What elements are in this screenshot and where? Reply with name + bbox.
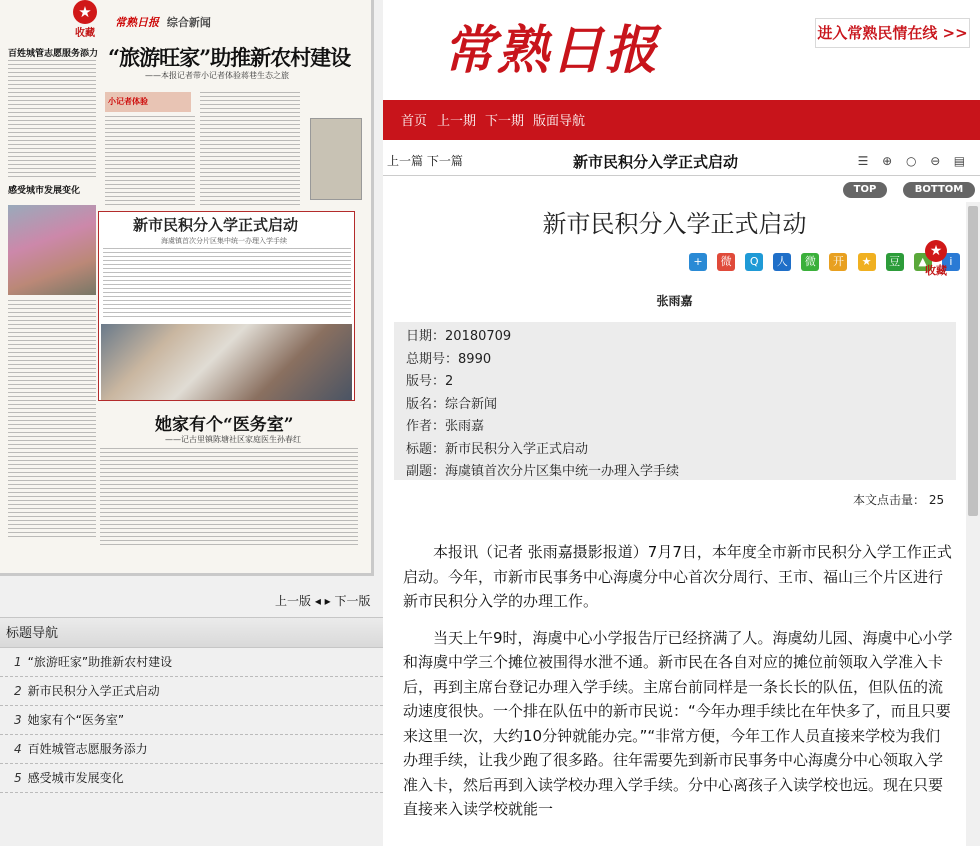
right-panel	[383, 0, 980, 846]
article-title: 新市民积分入学正式启动	[542, 210, 807, 238]
site-header	[383, 0, 980, 100]
article-scrollbar[interactable]	[966, 202, 980, 846]
weibo-icon[interactable]: 微	[717, 253, 735, 271]
next-page-link[interactable]: 下一版	[334, 594, 371, 608]
star-share-icon[interactable]: ★	[858, 253, 876, 271]
menu-home[interactable]: 首页	[401, 114, 428, 129]
site-logo[interactable]: 常熟日报	[443, 20, 660, 81]
preview-text-block	[100, 448, 358, 548]
preview-highlight-article[interactable]: 新市民积分入学正式启动 海虞镇首次分片区集中统一办理入学手续	[98, 211, 355, 401]
titlebar-title: 新市民积分入学正式启动	[573, 153, 739, 171]
pin-icon[interactable]: ▲	[914, 253, 932, 271]
meta-row: 总期号：8990	[406, 351, 492, 367]
preview-text-block	[200, 92, 300, 208]
kaixin-icon[interactable]: 开	[829, 253, 847, 271]
zoom-reset-icon[interactable]: ○	[905, 154, 917, 168]
favorite-button[interactable]: ★ 收藏	[923, 240, 949, 278]
meta-row: 版号：2	[406, 374, 454, 389]
share-plus-icon[interactable]: +	[689, 253, 707, 271]
article-tools	[855, 150, 970, 169]
print-icon[interactable]: ▤	[953, 154, 966, 168]
toc-item[interactable]: 3 她家有个“医务室”	[0, 706, 383, 735]
douban-icon[interactable]: 豆	[886, 253, 904, 271]
preview-headline-1[interactable]: “旅游旺家”助推新农村建设	[108, 45, 351, 70]
star-icon: ★	[925, 240, 947, 262]
toc-item[interactable]: 4 百姓城管志愿服务添力	[0, 735, 383, 764]
preview-text-block	[8, 300, 96, 540]
meta-row: 版名：综合新闻	[406, 396, 498, 412]
page-navigation	[275, 592, 371, 609]
meta-row: 作者：张雨嘉	[406, 419, 485, 434]
meta-row: 标题：新市民积分入学正式启动	[406, 441, 589, 457]
article-paragraph: 当天上午9时，海虞中心小学报告厅已经挤满了人。海虞幼儿园、海虞中心小学和海虞中学三个摊位被围得水泄不通。新市民在各自对应的摊位前领取入学准入卡后，再到主席台登记办理入学手续。主席台前同样是一条长长的队伍，但队伍的流动速度很快。一个排在队伍中的新市民说：“今年办理手续比在年快多了，而且只要来这里一次，大约10分钟就能办完。”“非常方便，今年工作人员直接来学校为我们办理手续，让我少跑了很多路。往年需要先到新市民事务中心海虞分中心领取入学准入卡，然后再到入读学校办理入学手续。分中心离孩子入读学校也远。现在只要直接来入读学校就能一	[403, 628, 953, 818]
toc-item[interactable]: 1 “旅游旺家”助推新农村建设	[0, 648, 383, 677]
qzone-icon[interactable]: Q	[745, 253, 763, 271]
next-article-link[interactable]: 下一篇	[426, 154, 463, 168]
zoom-in-icon[interactable]: ⊕	[882, 154, 893, 168]
portal-link[interactable]: 进入常熟民情在线 >>	[815, 18, 970, 48]
article-titlebar	[383, 146, 980, 176]
wechat-icon[interactable]: 微	[801, 253, 819, 271]
preview-headline-3[interactable]: 她家有个“医务室”	[155, 415, 294, 435]
preview-subhead-1: ——本报记者带小记者体验蒋巷生态之旅	[145, 71, 289, 80]
meta-row: 日期：20180709	[406, 329, 512, 344]
scroll-top-button[interactable]: TOP	[843, 182, 887, 198]
preview-photo-side	[8, 205, 96, 295]
preview-text-block	[105, 116, 195, 208]
prev-page-link[interactable]: 上一版	[275, 594, 312, 608]
scroll-bottom-button[interactable]: BOTTOM	[903, 182, 975, 198]
preview-side-title-1[interactable]: 百姓城管志愿服务添力	[8, 49, 99, 59]
preview-article-photo	[101, 324, 352, 400]
page-arrows-icon[interactable]: ◂ ▸	[314, 594, 331, 608]
hit-counter: 本文点击量： 25	[853, 493, 945, 507]
info-icon[interactable]: i	[942, 253, 960, 271]
preview-text-block	[8, 60, 96, 180]
menu-layout-nav[interactable]: 版面导航	[533, 114, 586, 129]
zoom-out-icon[interactable]: ⊖	[930, 154, 941, 168]
article-paragraph: 本报讯（记者 张雨嘉摄影报道）7月7日，本年度全市新市民积分入学工作正式启动。今年，市新市民事务中心海虞分中心首次分周行、王市、福山三个片区进行新市民积分入学的办理工作。	[403, 543, 952, 610]
title-navigation	[0, 617, 383, 793]
renren-icon[interactable]: 人	[773, 253, 791, 271]
main-menu	[383, 100, 980, 140]
scrollbar-thumb[interactable]	[968, 206, 978, 516]
toc-item[interactable]: 5 感受城市发展变化	[0, 764, 383, 793]
prev-article-link[interactable]: 上一篇	[387, 154, 424, 168]
newspaper-page-preview[interactable]	[0, 0, 374, 576]
preview-subhead-3: ——记古里镇陈塘社区家庭医生孙春红	[165, 435, 301, 444]
preview-side-title-2[interactable]: 感受城市发展变化	[8, 186, 81, 196]
article-meta	[394, 322, 956, 480]
left-panel	[0, 0, 383, 846]
article-body	[403, 540, 953, 834]
article-author: 张雨嘉	[656, 294, 693, 308]
preview-photo-banner: 小记者体验	[105, 92, 191, 112]
menu-next-issue[interactable]: 下一期	[485, 114, 525, 129]
star-icon: ★	[73, 0, 97, 24]
article-prev-next	[387, 152, 463, 169]
preview-photo-small	[310, 118, 362, 200]
meta-row: 副题：海虞镇首次分片区集中统一办理入学手续	[406, 464, 680, 479]
toc-item[interactable]: 2 新市民积分入学正式启动	[0, 677, 383, 706]
notes-icon[interactable]: ☰	[857, 154, 869, 168]
favorite-corner[interactable]: ★ 收藏	[68, 0, 102, 40]
menu-prev-issue[interactable]: 上一期	[437, 114, 477, 129]
toc-header: 标题导航	[0, 617, 383, 648]
preview-masthead: 常熟日报 综合新闻	[115, 16, 211, 29]
